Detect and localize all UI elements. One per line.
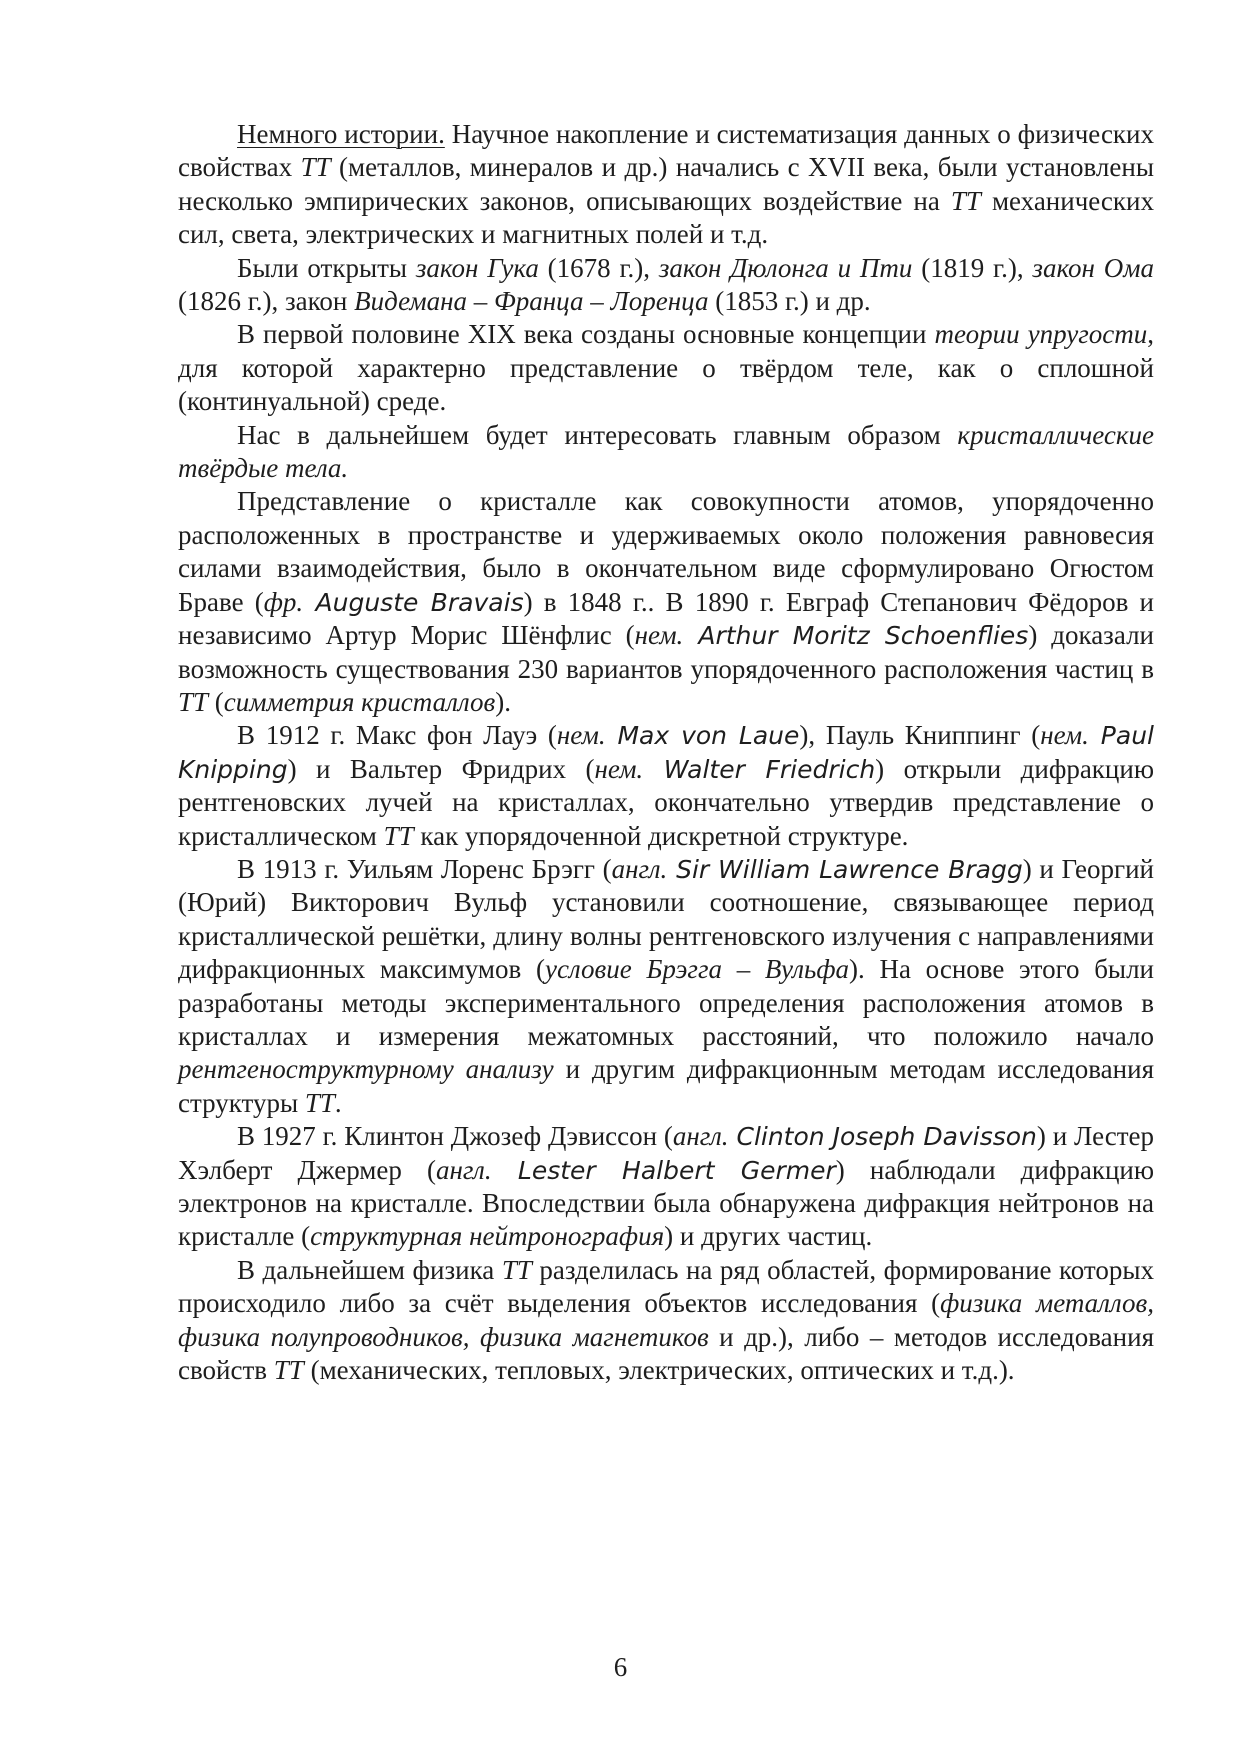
abbreviation-tt: ТТ	[300, 152, 331, 183]
text-run: ) и Вальтер Фридрих (	[287, 753, 595, 784]
text-run: ).	[495, 686, 511, 717]
text-run: ) в 1848 г.. В 1890 г. Евграф Степанович Фёдоров и независимо Артур Морис Шёнфлис (	[178, 586, 1154, 651]
text-run: ) и Лестер Хэлберт Джермер (	[178, 1121, 1155, 1185]
language-label: нем.	[634, 620, 684, 651]
text-run: разделилась на ряд областей, формирование которых происходило либо за счёт выделения объектов исследования (	[178, 1254, 1155, 1319]
text-run: Представление о кристалле как совокупности атомов, упорядоченно расположенных в пространстве и удерживаемых около положения равновесия силами взаимодействия, было в окончательном виде сформулировано Огюстом Браве (	[178, 486, 1154, 617]
document-body	[178, 118, 1154, 1387]
text-run: ) и других частиц.	[664, 1221, 873, 1252]
foreign-name: Clinton Joseph Davisson	[728, 1122, 1037, 1152]
text-run: и др.), либо – методов исследования свойств	[178, 1321, 1154, 1386]
text-run: ). На основе этого были разработаны методы экспериментального определения расположения атомов в кристаллах и измерения межатомных расстояний, что положило начало	[178, 954, 1154, 1051]
text-run: (1853 г.) и др.	[708, 286, 871, 317]
paragraph-bravais-fedorov	[178, 485, 1154, 719]
paragraph-bragg-wulff	[178, 853, 1154, 1120]
term-xray-structure-analysis: рентгеноструктурному анализу	[178, 1054, 554, 1085]
term-hooke-law: закон Гука	[415, 252, 539, 283]
language-label: нем.	[594, 753, 644, 784]
language-label: нем.	[556, 720, 606, 751]
term-bragg-wulff-condition: условие Брэгга – Вульфа	[544, 954, 850, 985]
text-run: В 1912 г. Макс фон Лауэ (	[237, 720, 557, 751]
foreign-name: Max von Laue	[605, 721, 800, 751]
term-crystal-symmetry: симметрия кристаллов	[223, 686, 496, 717]
language-label: англ.	[435, 1154, 492, 1185]
text-run: ), Пауль Книппинг (	[799, 720, 1041, 751]
language-label: англ.	[672, 1121, 729, 1152]
paragraph-elasticity	[178, 318, 1154, 418]
text-run: (	[208, 686, 224, 717]
section-heading: Немного истории.	[237, 119, 445, 149]
text-run: В 1913 г. Уильям Лоренс Брэгг (	[237, 853, 612, 884]
term-crystalline-solids: кристаллические твёрдые тела.	[178, 419, 1154, 484]
text-run: и другим дифракционным методам исследования структуры	[178, 1054, 1154, 1118]
text-run: (механических, тепловых, электрических, оптических и т.д.).	[303, 1355, 1015, 1386]
text-run: (1678 г.),	[538, 252, 659, 283]
text-run: Научное накопление и систематизация данных о физических свойствах	[178, 119, 1155, 183]
abbreviation-tt: ТТ	[950, 185, 981, 216]
text-run: Были открыты	[237, 252, 416, 283]
term-elasticity-theory: теории упругости	[934, 319, 1148, 350]
foreign-name: Lester Halbert Germer	[491, 1155, 836, 1185]
text-run: Нас в дальнейшем будет интересовать главным образом	[237, 419, 958, 450]
text-run: ) наблюдали дифракцию электронов на кристалле. Впоследствии была обнаружена дифракция нейтронов на кристалле (	[178, 1154, 1155, 1252]
text-run: механических сил, света, электрических и магнитных полей и т.д.	[178, 185, 1154, 250]
foreign-name: Auguste Bravais	[303, 587, 524, 617]
paragraph-history-intro	[178, 118, 1154, 252]
abbreviation-tt: ТТ	[178, 686, 209, 717]
text-run: (металлов, минералов и др.) начались с XVII века, были установлены несколько эмпирических законов, описывающих воздействие на	[178, 152, 1154, 216]
language-label: англ.	[611, 853, 668, 884]
foreign-name: Paul Knipping	[178, 721, 1154, 784]
text-run: ) открыли дифракцию рентгеновских лучей на кристаллах, окончательно утвердив представление о кристаллическом	[178, 753, 1154, 851]
abbreviation-tt: ТТ	[501, 1254, 532, 1285]
paragraph-laue	[178, 719, 1154, 853]
term-wiedemann-franz-lorenz: Видемана – Франца – Лоренца	[354, 286, 709, 317]
text-run: .	[334, 1087, 342, 1118]
term-physics-fields: физика металлов, физика полупроводников, физика магнетиков	[178, 1288, 1154, 1352]
language-label: нем.	[1040, 720, 1089, 751]
abbreviation-tt: ТТ	[304, 1087, 335, 1118]
text-run: , для которой характерно представление о твёрдом теле, как о сплошной (континуальной) среде.	[178, 319, 1155, 417]
text-run: как упорядоченной дискретной структуре.	[413, 820, 909, 851]
text-run: (1826 г.), закон	[178, 286, 355, 317]
paragraph-solid-state-branches	[178, 1254, 1154, 1388]
abbreviation-tt: ТТ	[383, 820, 414, 851]
text-run: ) и Георгий (Юрий) Викторович Вульф установили соотношение, связывающее период кристаллической решётки, длину волны рентгеновского излучения с направлениями дифракционных максимумов (	[178, 853, 1155, 985]
foreign-name: Sir William Lawrence Bragg	[667, 854, 1023, 884]
abbreviation-tt: ТТ	[273, 1355, 304, 1386]
text-run: В 1927 г. Клинтон Джозеф Дэвиссон (	[237, 1121, 673, 1152]
foreign-name: Arthur Moritz Schoenflies	[683, 621, 1029, 651]
text-run: (1819 г.),	[912, 252, 1033, 283]
foreign-name: Walter Friedrich	[643, 754, 876, 784]
page-number: 6	[613, 1652, 628, 1682]
language-label: фр.	[263, 586, 304, 617]
paragraph-laws	[178, 252, 1154, 319]
text-run: В первой половине XIX века созданы основные концепции	[237, 319, 935, 350]
text-run: ) доказали возможность существования 230 вариантов упорядоченного расположения частиц в	[178, 620, 1154, 684]
term-neutron-diffraction: структурная нейтронография	[310, 1221, 665, 1252]
term-ohm-law: закон Ома	[1032, 252, 1154, 283]
paragraph-crystalline-focus	[178, 419, 1154, 486]
paragraph-davisson-germer	[178, 1120, 1154, 1254]
term-dulong-petit-law: закон Дюлонга и Пти	[658, 252, 913, 283]
text-run: В дальнейшем физика	[237, 1254, 502, 1285]
